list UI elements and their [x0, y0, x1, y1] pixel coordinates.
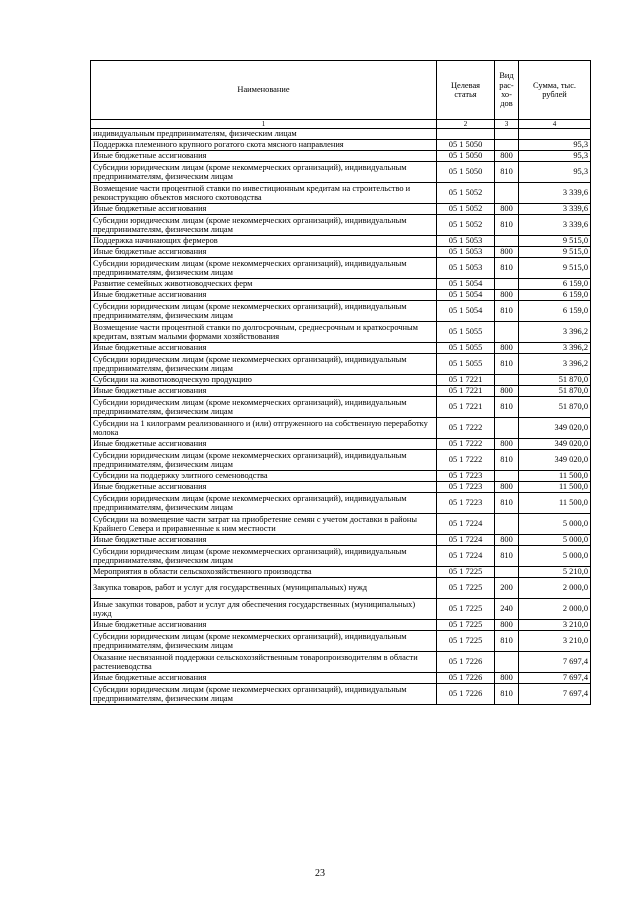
- row-name-cell: Субсидии юридическим лицам (кроме некоммерческих организаций), индивидуальным предпринимателям, физическим лицам: [91, 684, 437, 705]
- row-name-cell: Субсидии юридическим лицам (кроме некоммерческих организаций), индивидуальным предпринимателям, физическим лицам: [91, 301, 437, 322]
- row-code-cell: 05 1 7226: [437, 652, 495, 673]
- row-code-cell: 05 1 7225: [437, 599, 495, 620]
- row-sum-cell: 6 159,0: [519, 290, 591, 301]
- row-sum-cell: 95,3: [519, 151, 591, 162]
- row-type-cell: [495, 471, 519, 482]
- row-code-cell: 05 1 7226: [437, 673, 495, 684]
- row-sum-cell: 3 210,0: [519, 620, 591, 631]
- row-name-cell: Иные бюджетные ассигнования: [91, 482, 437, 493]
- column-number: 3: [495, 120, 519, 129]
- budget-table: [90, 60, 591, 705]
- table-row: [91, 599, 591, 620]
- row-type-cell: 810: [495, 493, 519, 514]
- row-sum-cell: 11 500,0: [519, 482, 591, 493]
- row-sum-cell: 5 210,0: [519, 567, 591, 578]
- table-body: [91, 129, 591, 705]
- row-name-cell: Иные закупки товаров, работ и услуг для обеспечения государственных (муниципальных) нужд: [91, 599, 437, 620]
- row-sum-cell: 7 697,4: [519, 652, 591, 673]
- row-type-cell: [495, 322, 519, 343]
- row-code-cell: 05 1 7221: [437, 386, 495, 397]
- row-name-cell: Субсидии юридическим лицам (кроме некоммерческих организаций), индивидуальным предпринимателям, физическим лицам: [91, 631, 437, 652]
- row-type-cell: [495, 375, 519, 386]
- row-sum-cell: [519, 129, 591, 140]
- table-row: [91, 418, 591, 439]
- row-type-cell: 800: [495, 204, 519, 215]
- row-code-cell: 05 1 7224: [437, 546, 495, 567]
- table-row: [91, 450, 591, 471]
- row-code-cell: 05 1 5050: [437, 162, 495, 183]
- row-code-cell: 05 1 5053: [437, 258, 495, 279]
- column-header-name: Наименование: [91, 61, 437, 120]
- row-sum-cell: 5 000,0: [519, 535, 591, 546]
- row-type-cell: [495, 514, 519, 535]
- row-sum-cell: 51 870,0: [519, 375, 591, 386]
- table-row: [91, 578, 591, 599]
- row-name-cell: Поддержка начинающих фермеров: [91, 236, 437, 247]
- table-row: [91, 471, 591, 482]
- row-code-cell: 05 1 5052: [437, 204, 495, 215]
- row-type-cell: 810: [495, 397, 519, 418]
- row-name-cell: Закупка товаров, работ и услуг для государственных (муниципальных) нужд: [91, 578, 437, 599]
- row-type-cell: 810: [495, 162, 519, 183]
- table-row: [91, 204, 591, 215]
- row-sum-cell: 349 020,0: [519, 418, 591, 439]
- row-type-cell: 810: [495, 631, 519, 652]
- row-name-cell: Иные бюджетные ассигнования: [91, 386, 437, 397]
- column-number: 2: [437, 120, 495, 129]
- table-row: [91, 354, 591, 375]
- row-type-cell: [495, 418, 519, 439]
- row-code-cell: 05 1 5055: [437, 343, 495, 354]
- table-header-row: [91, 61, 591, 120]
- table-row: [91, 258, 591, 279]
- row-name-cell: Иные бюджетные ассигнования: [91, 343, 437, 354]
- row-sum-cell: 95,3: [519, 140, 591, 151]
- row-type-cell: [495, 140, 519, 151]
- row-sum-cell: 349 020,0: [519, 450, 591, 471]
- row-type-cell: 810: [495, 258, 519, 279]
- row-type-cell: [495, 279, 519, 290]
- row-name-cell: Оказание несвязанной поддержки сельскохозяйственным товаропроизводителям в области растениеводства: [91, 652, 437, 673]
- row-sum-cell: 2 000,0: [519, 578, 591, 599]
- row-sum-cell: 11 500,0: [519, 471, 591, 482]
- row-code-cell: 05 1 7225: [437, 578, 495, 599]
- row-sum-cell: 349 020,0: [519, 439, 591, 450]
- row-type-cell: 800: [495, 386, 519, 397]
- row-name-cell: Мероприятия в области сельскохозяйственного производства: [91, 567, 437, 578]
- row-name-cell: Субсидии юридическим лицам (кроме некоммерческих организаций), индивидуальным предпринимателям, физическим лицам: [91, 397, 437, 418]
- row-type-cell: [495, 183, 519, 204]
- table-row: [91, 290, 591, 301]
- row-sum-cell: 3 210,0: [519, 631, 591, 652]
- row-code-cell: 05 1 5054: [437, 279, 495, 290]
- row-name-cell: Субсидии на 1 килограмм реализованного и (или) отгруженного на собственную переработку молока: [91, 418, 437, 439]
- row-code-cell: 05 1 7222: [437, 450, 495, 471]
- row-code-cell: 05 1 5054: [437, 290, 495, 301]
- row-name-cell: Возмещение части процентной ставки по долгосрочным, среднесрочным и краткосрочным кредитам, взятым малыми формами хозяйствования: [91, 322, 437, 343]
- row-sum-cell: 3 396,2: [519, 354, 591, 375]
- row-type-cell: 800: [495, 151, 519, 162]
- row-code-cell: 05 1 7223: [437, 493, 495, 514]
- row-name-cell: Субсидии юридическим лицам (кроме некоммерческих организаций), индивидуальным предпринимателям, физическим лицам: [91, 493, 437, 514]
- column-header-type: Вид рас-хо-дов: [495, 61, 519, 120]
- table-row: [91, 386, 591, 397]
- row-type-cell: 800: [495, 535, 519, 546]
- row-sum-cell: 3 339,6: [519, 215, 591, 236]
- row-type-cell: 800: [495, 439, 519, 450]
- row-code-cell: 05 1 5050: [437, 151, 495, 162]
- row-code-cell: 05 1 7221: [437, 397, 495, 418]
- row-sum-cell: 3 396,2: [519, 322, 591, 343]
- table-row: [91, 673, 591, 684]
- table-row: [91, 439, 591, 450]
- table-row: [91, 151, 591, 162]
- row-name-cell: Возмещение части процентной ставки по инвестиционным кредитам на строительство и реконструкцию объектов мясного скотоводства: [91, 183, 437, 204]
- row-code-cell: 05 1 5050: [437, 140, 495, 151]
- column-number: 1: [91, 120, 437, 129]
- table-row: [91, 652, 591, 673]
- row-code-cell: 05 1 7222: [437, 439, 495, 450]
- row-code-cell: 05 1 5052: [437, 183, 495, 204]
- table-row: [91, 535, 591, 546]
- table-row: [91, 620, 591, 631]
- row-type-cell: 810: [495, 546, 519, 567]
- row-sum-cell: 6 159,0: [519, 279, 591, 290]
- row-type-cell: 240: [495, 599, 519, 620]
- table-row: [91, 247, 591, 258]
- column-number: 4: [519, 120, 591, 129]
- row-type-cell: 800: [495, 620, 519, 631]
- row-sum-cell: 6 159,0: [519, 301, 591, 322]
- row-sum-cell: 9 515,0: [519, 247, 591, 258]
- table-row: [91, 397, 591, 418]
- row-name-cell: Иные бюджетные ассигнования: [91, 247, 437, 258]
- row-code-cell: 05 1 5053: [437, 247, 495, 258]
- row-sum-cell: 3 339,6: [519, 204, 591, 215]
- row-name-cell: Субсидии на возмещение части затрат на приобретение семян с учетом доставки в районы Крайнего Севера и приравненные к ним местности: [91, 514, 437, 535]
- table-row: [91, 684, 591, 705]
- row-name-cell: Иные бюджетные ассигнования: [91, 535, 437, 546]
- row-name-cell: Субсидии юридическим лицам (кроме некоммерческих организаций), индивидуальным предпринимателям, физическим лицам: [91, 258, 437, 279]
- row-name-cell: Субсидии юридическим лицам (кроме некоммерческих организаций), индивидуальным предпринимателям, физическим лицам: [91, 354, 437, 375]
- table-row: [91, 140, 591, 151]
- column-header-code: Целевая статья: [437, 61, 495, 120]
- row-name-cell: Поддержка племенного крупного рогатого скота мясного направления: [91, 140, 437, 151]
- row-type-cell: 800: [495, 247, 519, 258]
- row-sum-cell: 5 000,0: [519, 546, 591, 567]
- row-type-cell: 800: [495, 482, 519, 493]
- table-row: [91, 514, 591, 535]
- row-sum-cell: 7 697,4: [519, 684, 591, 705]
- row-sum-cell: 2 000,0: [519, 599, 591, 620]
- row-code-cell: 05 1 7221: [437, 375, 495, 386]
- table-row: [91, 567, 591, 578]
- table-row: [91, 162, 591, 183]
- row-type-cell: 810: [495, 301, 519, 322]
- row-name-cell: Субсидии на поддержку элитного семеноводства: [91, 471, 437, 482]
- row-type-cell: 810: [495, 684, 519, 705]
- table-row: [91, 631, 591, 652]
- row-sum-cell: 9 515,0: [519, 258, 591, 279]
- row-sum-cell: 7 697,4: [519, 673, 591, 684]
- row-name-cell: Субсидии юридическим лицам (кроме некоммерческих организаций), индивидуальным предпринимателям, физическим лицам: [91, 450, 437, 471]
- row-code-cell: 05 1 5055: [437, 354, 495, 375]
- table-row: [91, 343, 591, 354]
- row-code-cell: 05 1 5053: [437, 236, 495, 247]
- row-type-cell: 200: [495, 578, 519, 599]
- row-type-cell: 800: [495, 673, 519, 684]
- row-code-cell: 05 1 7223: [437, 471, 495, 482]
- table-row: [91, 279, 591, 290]
- row-code-cell: 05 1 7224: [437, 514, 495, 535]
- table-row: [91, 236, 591, 247]
- column-number-row: [91, 120, 591, 129]
- table-row: [91, 375, 591, 386]
- table-row: [91, 482, 591, 493]
- row-name-cell: Субсидии на животноводческую продукцию: [91, 375, 437, 386]
- row-type-cell: 810: [495, 215, 519, 236]
- row-code-cell: 05 1 7222: [437, 418, 495, 439]
- row-type-cell: 800: [495, 290, 519, 301]
- row-name-cell: Иные бюджетные ассигнования: [91, 204, 437, 215]
- row-type-cell: 800: [495, 343, 519, 354]
- row-type-cell: [495, 236, 519, 247]
- row-name-cell: Субсидии юридическим лицам (кроме некоммерческих организаций), индивидуальным предпринимателям, физическим лицам: [91, 162, 437, 183]
- row-sum-cell: 51 870,0: [519, 386, 591, 397]
- row-code-cell: 05 1 7223: [437, 482, 495, 493]
- table-row: [91, 322, 591, 343]
- row-code-cell: 05 1 5055: [437, 322, 495, 343]
- row-code-cell: 05 1 5054: [437, 301, 495, 322]
- row-name-cell: Иные бюджетные ассигнования: [91, 290, 437, 301]
- row-sum-cell: 5 000,0: [519, 514, 591, 535]
- row-type-cell: [495, 129, 519, 140]
- row-sum-cell: 3 396,2: [519, 343, 591, 354]
- row-sum-cell: 11 500,0: [519, 493, 591, 514]
- row-name-cell: Иные бюджетные ассигнования: [91, 151, 437, 162]
- table-row: [91, 493, 591, 514]
- row-name-cell: Субсидии юридическим лицам (кроме некоммерческих организаций), индивидуальным предпринимателям, физическим лицам: [91, 546, 437, 567]
- row-type-cell: [495, 567, 519, 578]
- row-type-cell: 810: [495, 450, 519, 471]
- row-type-cell: [495, 652, 519, 673]
- row-code-cell: 05 1 7224: [437, 535, 495, 546]
- table-row: [91, 129, 591, 140]
- table-row: [91, 301, 591, 322]
- row-code-cell: 05 1 7225: [437, 631, 495, 652]
- page-number: 23: [315, 868, 325, 879]
- table-row: [91, 183, 591, 204]
- row-name-cell: Субсидии юридическим лицам (кроме некоммерческих организаций), индивидуальным предпринимателям, физическим лицам: [91, 215, 437, 236]
- row-code-cell: 05 1 7225: [437, 620, 495, 631]
- row-code-cell: 05 1 7225: [437, 567, 495, 578]
- row-sum-cell: 9 515,0: [519, 236, 591, 247]
- row-name-cell: Иные бюджетные ассигнования: [91, 673, 437, 684]
- row-type-cell: 810: [495, 354, 519, 375]
- row-sum-cell: 51 870,0: [519, 397, 591, 418]
- table-row: [91, 546, 591, 567]
- row-code-cell: 05 1 5052: [437, 215, 495, 236]
- row-sum-cell: 95,3: [519, 162, 591, 183]
- column-header-sum: Сумма, тыс. рублей: [519, 61, 591, 120]
- row-name-cell: Иные бюджетные ассигнования: [91, 620, 437, 631]
- row-name-cell: Иные бюджетные ассигнования: [91, 439, 437, 450]
- row-sum-cell: 3 339,6: [519, 183, 591, 204]
- table-row: [91, 215, 591, 236]
- row-code-cell: [437, 129, 495, 140]
- row-name-cell: индивидуальным предпринимателям, физическим лицам: [91, 129, 437, 140]
- row-code-cell: 05 1 7226: [437, 684, 495, 705]
- row-name-cell: Развитие семейных животноводческих ферм: [91, 279, 437, 290]
